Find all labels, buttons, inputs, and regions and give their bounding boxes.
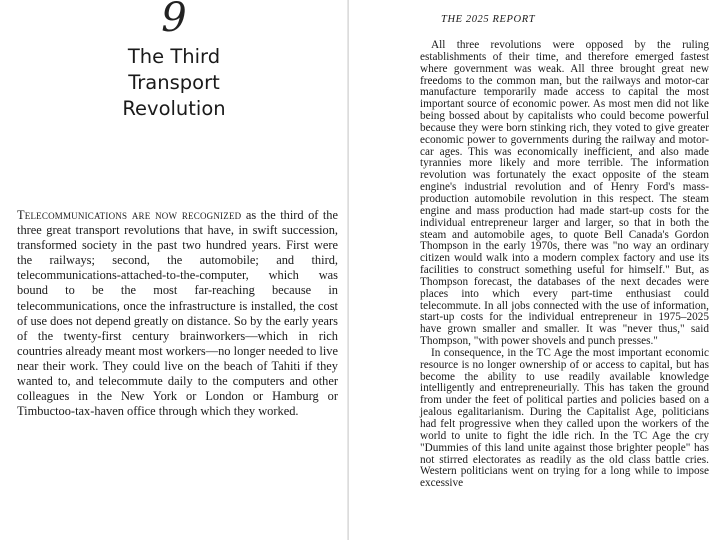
left-page (0, 0, 348, 540)
paragraph: All three revolutions were opposed by the ruling establishments of their time, and therefore emerged fastest where government was weak. All three brought great new freedoms to the common man, but the railways and motor-car manufacture temporarily made access to capital the most important source of economic power. As most men did not like being bossed about by capitalists who could become powerful because they were born stinking rich, they voted to give greater economic power to governments during the railway and motor-car ages. This was economically inefficient, and also made tyrannies more likely and more terrible. The information revolution was fortunately the exact opposite of the steam engine's industrial revolution and of Henry Ford's mass-production automobile revolution in this respect. The steam engine and mass production had made start-up costs for the individual entrepreneur larger and larger, so that in both the steam and automobile ages, to quote Bell Canada's Gordon Thompson in the early 1970s, there was "no way an ordinary citizen would walk into a modern complex factory and use its facilities to construct something useful for himself." But, as Thompson forecast, the databases of the next decades were places into which every part-time enthusiast could telecommute. In all jobs connected with the use of information, start-up costs for the individual entrepreneur in 1975–2025 have grown smaller and smaller. It was "never thus," said Thompson, "with power shovels and punch presses." (420, 39, 709, 348)
right-page-body (420, 40, 709, 490)
chapter-number: 9 (161, 0, 187, 41)
paragraph: In consequence, in the TC Age the most important economic resource is no longer ownership of or access to capital, but has become the ability to use readily available knowledge intelligently and entrepreneurially. This has taken the ground from under the feet of political parties and policies based on a jealous egalitarianism. During the Capitalist Age, politicians had felt progressive when they called upon the workers of the world to unite to fight the idle rich. In the TC Age the cry "Dummies of this land unite against those brighter people" has not stirred electorates as readily as the old class battle cries. Western politicians went on trying for a long while to impose excessive (420, 346, 709, 490)
chapter-title-line: Transport (128, 71, 220, 94)
lead-in-small-caps: Telecommunications are now recognized (17, 208, 242, 222)
chapter-title (0, 44, 348, 122)
chapter-title-line: The Third (127, 45, 221, 68)
opening-paragraph-text: as the third of the three great transport revolutions that have, in swift succession, transformed society in the past two hundred years. First were the railways; second, the automobile; and third, telecommunications-attached-to-the-computer, which was bound to be the most far-reaching because in telecommunications, once the infrastructure is installed, the cost of use does not depend greatly on distance. So by the early years of the twenty-first century brainworkers—which in rich countries already meant most workers—no longer needed to live near their work. They could live on the beach of Tahiti if they wanted to, and telecommute daily to the computers and other colleagues in the New York or London or Hamburg or Timbuctoo-tax-haven office through which they worked. (17, 208, 339, 419)
chapter-opening-paragraph (17, 208, 338, 419)
chapter-title-line: Revolution (122, 97, 226, 120)
running-head: THE 2025 REPORT (441, 14, 536, 25)
